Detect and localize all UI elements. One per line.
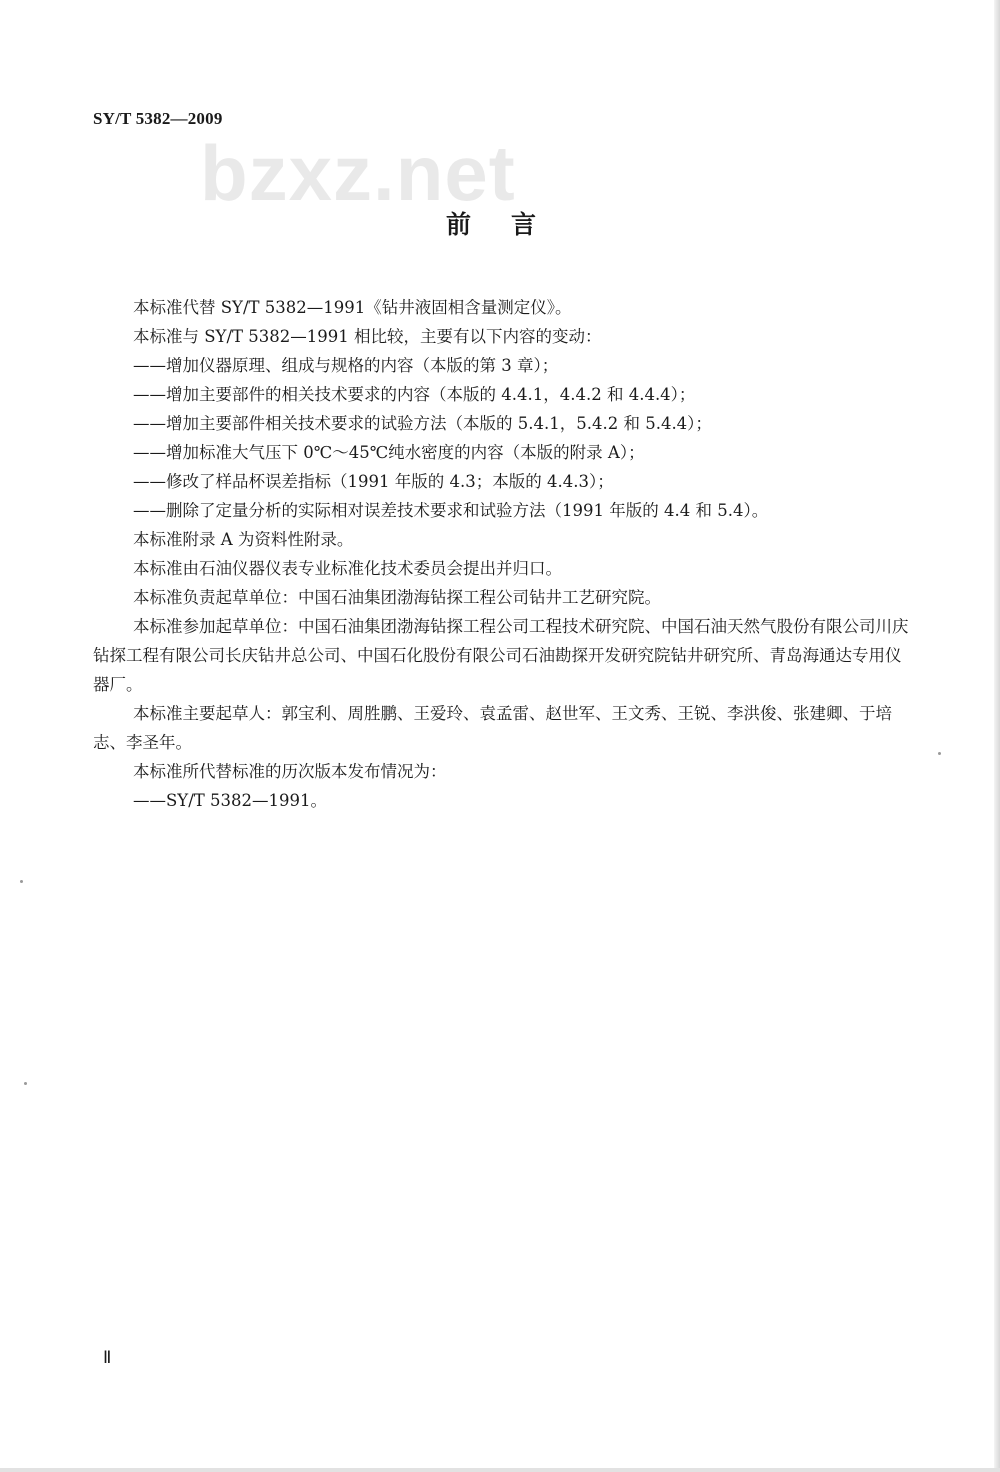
foreword-paragraph: 本标准与 SY/T 5382—1991 相比较，主要有以下内容的变动：	[133, 327, 602, 346]
foreword-paragraph: 本标准代替 SY/T 5382—1991《钻井液固相含量测定仪》。	[133, 298, 572, 317]
foreword-paragraph: ——增加标准大气压下 0℃～45℃纯水密度的内容（本版的附录 A）；	[133, 443, 645, 462]
foreword-paragraph: ——修改了样品杯误差指标（1991 年版的 4.3；本版的 4.4.3）；	[133, 472, 614, 491]
scan-speck	[938, 752, 941, 755]
foreword-paragraph: ——删除了定量分析的实际相对误差技术要求和试验方法（1991 年版的 4.4 和 5.4）。	[133, 501, 769, 520]
scan-speck	[24, 1082, 27, 1085]
foreword-paragraph: ——增加仪器原理、组成与规格的内容（本版的第 3 章）；	[133, 356, 559, 375]
foreword-paragraph: 本标准附录 A 为资料性附录。	[133, 530, 354, 549]
foreword-paragraph: ——增加主要部件的相关技术要求的内容（本版的 4.4.1，4.4.2 和 4.4.4）；	[133, 385, 696, 404]
scan-speck	[20, 880, 23, 883]
page-edge-shadow	[994, 0, 1000, 1472]
foreword-paragraph: ——SY/T 5382—1991。	[133, 791, 327, 810]
watermark: bzxz.net	[200, 129, 516, 217]
foreword-paragraph: ——增加主要部件相关技术要求的试验方法（本版的 5.4.1，5.4.2 和 5.4.4）；	[133, 414, 712, 433]
foreword-body	[93, 293, 913, 815]
foreword-paragraph: 本标准由石油仪器仪表专业标准化技术委员会提出并归口。	[133, 559, 562, 578]
page-title: 前言	[446, 210, 577, 239]
page-bottom-edge	[0, 1468, 1000, 1472]
foreword-paragraph: 本标准所代替标准的历次版本发布情况为：	[133, 762, 447, 781]
foreword-paragraph: 本标准参加起草单位：中国石油集团渤海钻探工程公司工程技术研究院、中国石油天然气股份有限公司川庆钻探工程有限公司长庆钻井总公司、中国石化股份有限公司石油勘探开发研究院钻井研究所、青岛海通达专用仪器厂。	[93, 617, 909, 694]
page-number: Ⅱ	[103, 1348, 112, 1367]
document-code: SY/T 5382—2009	[93, 109, 223, 128]
foreword-paragraph: 本标准负责起草单位：中国石油集团渤海钻探工程公司钻井工艺研究院。	[133, 588, 661, 607]
foreword-paragraph: 本标准主要起草人：郭宝利、周胜鹏、王爱玲、袁孟雷、赵世军、王文秀、王锐、李洪俊、张建卿、于培志、李圣年。	[93, 704, 892, 752]
